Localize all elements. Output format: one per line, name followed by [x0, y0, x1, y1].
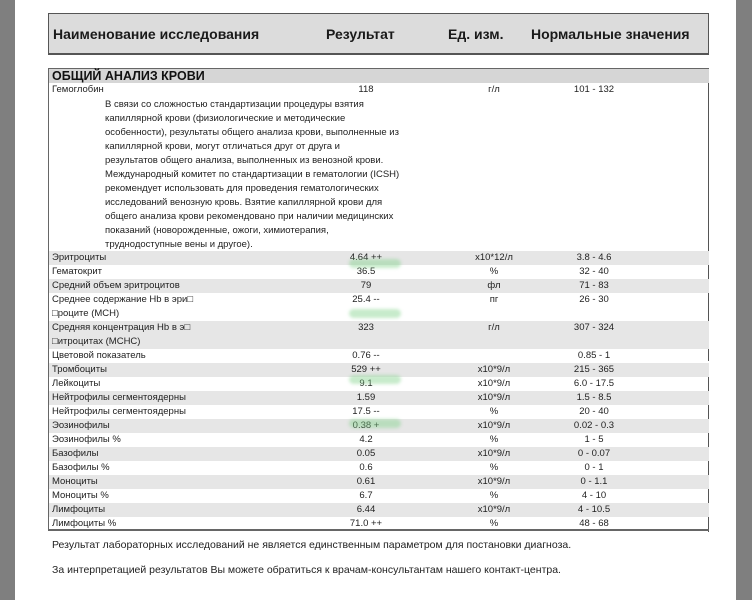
row-name: Эозинофилы % — [52, 434, 121, 445]
row-norm: 3.8 - 4.6 — [576, 252, 612, 263]
row-name: Базофилы % — [52, 462, 110, 473]
row-unit: г/л — [488, 322, 500, 333]
row-name-continued: □роците (MCH) — [52, 308, 120, 319]
note-line: результатов общего анализа, выполненных из венозной крови. — [105, 155, 384, 166]
note-line: рекомендует использовать для проведения гематологических — [105, 183, 379, 194]
header-norm: Нормальные значения — [531, 26, 690, 42]
row-result: 6.7 — [359, 490, 373, 501]
table-row — [49, 503, 709, 517]
table-row — [49, 279, 709, 293]
row-norm: 48 - 68 — [579, 518, 609, 529]
row-result: 118 — [358, 84, 374, 95]
row-name: Моноциты — [52, 476, 98, 487]
row-norm: 0 - 0.07 — [577, 448, 611, 459]
row-unit: фл — [487, 280, 501, 291]
note-line: труднодоступные вены и другое). — [105, 239, 253, 250]
results-table — [48, 68, 709, 531]
row-norm: 26 - 30 — [579, 294, 609, 305]
row-unit: x10*9/л — [477, 504, 511, 515]
row-result: 0.6 — [359, 462, 373, 473]
capillary-blood-note — [105, 98, 425, 252]
table-row — [49, 405, 709, 419]
row-result: 4.2 — [359, 434, 373, 445]
row-norm: 32 - 40 — [579, 266, 609, 277]
row-result: 0.76 -- — [352, 350, 380, 361]
highlighter-mark — [349, 259, 401, 268]
table-row — [49, 321, 709, 349]
row-result: 0.61 — [356, 476, 376, 487]
row-name: Эритроциты — [52, 252, 107, 263]
row-norm: 0 - 1 — [584, 462, 604, 473]
table-row — [49, 391, 709, 405]
row-name: Моноциты % — [52, 490, 109, 501]
row-name: Среднее содержание Hb в эри□ — [52, 294, 194, 305]
row-unit: % — [489, 490, 499, 501]
row-norm: 101 - 132 — [573, 84, 615, 95]
section-title: ОБЩИЙ АНАЛИЗ КРОВИ — [49, 69, 709, 83]
row-result: 0.05 — [356, 448, 376, 459]
row-result: 36.5 — [356, 266, 376, 277]
row-norm: 1.5 - 8.5 — [576, 392, 612, 403]
table-row — [49, 447, 709, 461]
row-unit: x10*9/л — [477, 476, 511, 487]
highlighter-mark — [349, 375, 401, 384]
table-row — [49, 433, 709, 447]
row-norm: 307 - 324 — [573, 322, 615, 333]
row-name: Лимфоциты — [52, 504, 106, 515]
row-name: Гематокрит — [52, 266, 103, 277]
row-name: Средний объем эритроцитов — [52, 280, 180, 291]
table-header — [48, 13, 709, 55]
row-name: Средняя концентрация Hb в э□ — [52, 322, 191, 333]
note-line: исследований венозную кровь. Взятие капиллярной крови для — [105, 197, 383, 208]
row-norm: 1 - 5 — [584, 434, 604, 445]
row-result: 71.0 ++ — [349, 518, 383, 529]
row-unit: x10*12/л — [475, 252, 513, 263]
row-name: Нейтрофилы сегментоядерны — [52, 406, 186, 417]
row-name: Тромбоциты — [52, 364, 107, 375]
header-name: Наименование исследования — [53, 26, 260, 42]
row-result: 4.64 ++ — [349, 252, 383, 263]
row-result: 529 ++ — [351, 364, 381, 375]
note-line: капиллярной крови, могут отличаться друг от друга и — [105, 141, 340, 152]
table-row — [49, 475, 709, 489]
row-result: 25.4 -- — [352, 294, 380, 305]
row-unit: x10*9/л — [477, 392, 511, 403]
row-norm: 6.0 - 17.5 — [573, 378, 615, 389]
row-norm: 4 - 10 — [581, 490, 607, 501]
row-norm: 20 - 40 — [579, 406, 609, 417]
note-line: В связи со сложностью стандартизации процедуры взятия — [105, 99, 364, 110]
row-name: Цветовой показатель — [52, 350, 146, 361]
row-result: 79 — [360, 280, 372, 291]
row-norm: 4 - 10.5 — [577, 504, 611, 515]
table-row-hemoglobin — [49, 83, 709, 97]
table-row — [49, 489, 709, 503]
footer-disclaimer: Результат лабораторных исследований не является единственным параметром для постановки диагноза. — [52, 539, 572, 551]
row-result: 9.1 — [359, 378, 373, 389]
row-unit: г/л — [488, 84, 500, 95]
note-line: капиллярной крови (физиологические и методические — [105, 113, 346, 124]
row-unit: % — [489, 406, 499, 417]
row-result: 6.44 — [356, 504, 376, 515]
header-result: Результат — [326, 26, 395, 42]
table-row — [49, 461, 709, 475]
note-line: показаний (новорожденные, ожоги, химиотерапия, — [105, 225, 329, 236]
row-result: 1.59 — [356, 392, 376, 403]
row-unit: % — [489, 518, 499, 529]
row-norm: 0.85 - 1 — [577, 350, 611, 361]
row-norm: 0 - 1.1 — [580, 476, 608, 487]
row-name-continued: □итроцитах (MCHC) — [52, 336, 141, 347]
row-name: Гемоглобин — [52, 84, 104, 95]
row-name: Нейтрофилы сегментоядерны — [52, 392, 186, 403]
row-norm: 0.02 - 0.3 — [573, 420, 615, 431]
header-unit: Ед. изм. — [448, 26, 504, 42]
row-result: 17.5 -- — [352, 406, 380, 417]
note-line: Международный комитет по стандартизации в гематологии (ICSH) — [105, 169, 400, 180]
row-unit: x10*9/л — [477, 420, 511, 431]
footer-contact: За интерпретацией результатов Вы можете обратиться к врачам-консультантам нашего контакт-центра. — [52, 564, 561, 576]
row-result: 323 — [358, 322, 374, 333]
row-name: Лимфоциты % — [52, 518, 117, 529]
highlighter-mark — [349, 419, 401, 428]
row-unit: x10*9/л — [477, 448, 511, 459]
row-norm: 71 - 83 — [579, 280, 609, 291]
row-name: Лейкоциты — [52, 378, 101, 389]
note-line: особенности), результаты общего анализа крови, выполненные из — [105, 127, 399, 138]
highlighter-mark — [349, 309, 401, 318]
note-line: общего анализа крови рекомендовано при наличии медицинских — [105, 211, 394, 222]
row-unit: x10*9/л — [477, 364, 511, 375]
row-name: Эозинофилы — [52, 420, 110, 431]
table-row — [49, 349, 709, 363]
row-unit: % — [489, 462, 499, 473]
row-norm: 215 - 365 — [573, 364, 615, 375]
table-row — [49, 517, 709, 531]
row-unit: пг — [489, 294, 499, 305]
row-unit: % — [489, 266, 499, 277]
row-name: Базофилы — [52, 448, 99, 459]
document-page — [15, 0, 736, 600]
row-result: 0.38 + — [352, 420, 380, 431]
row-unit: % — [489, 434, 499, 445]
row-unit: x10*9/л — [477, 378, 511, 389]
